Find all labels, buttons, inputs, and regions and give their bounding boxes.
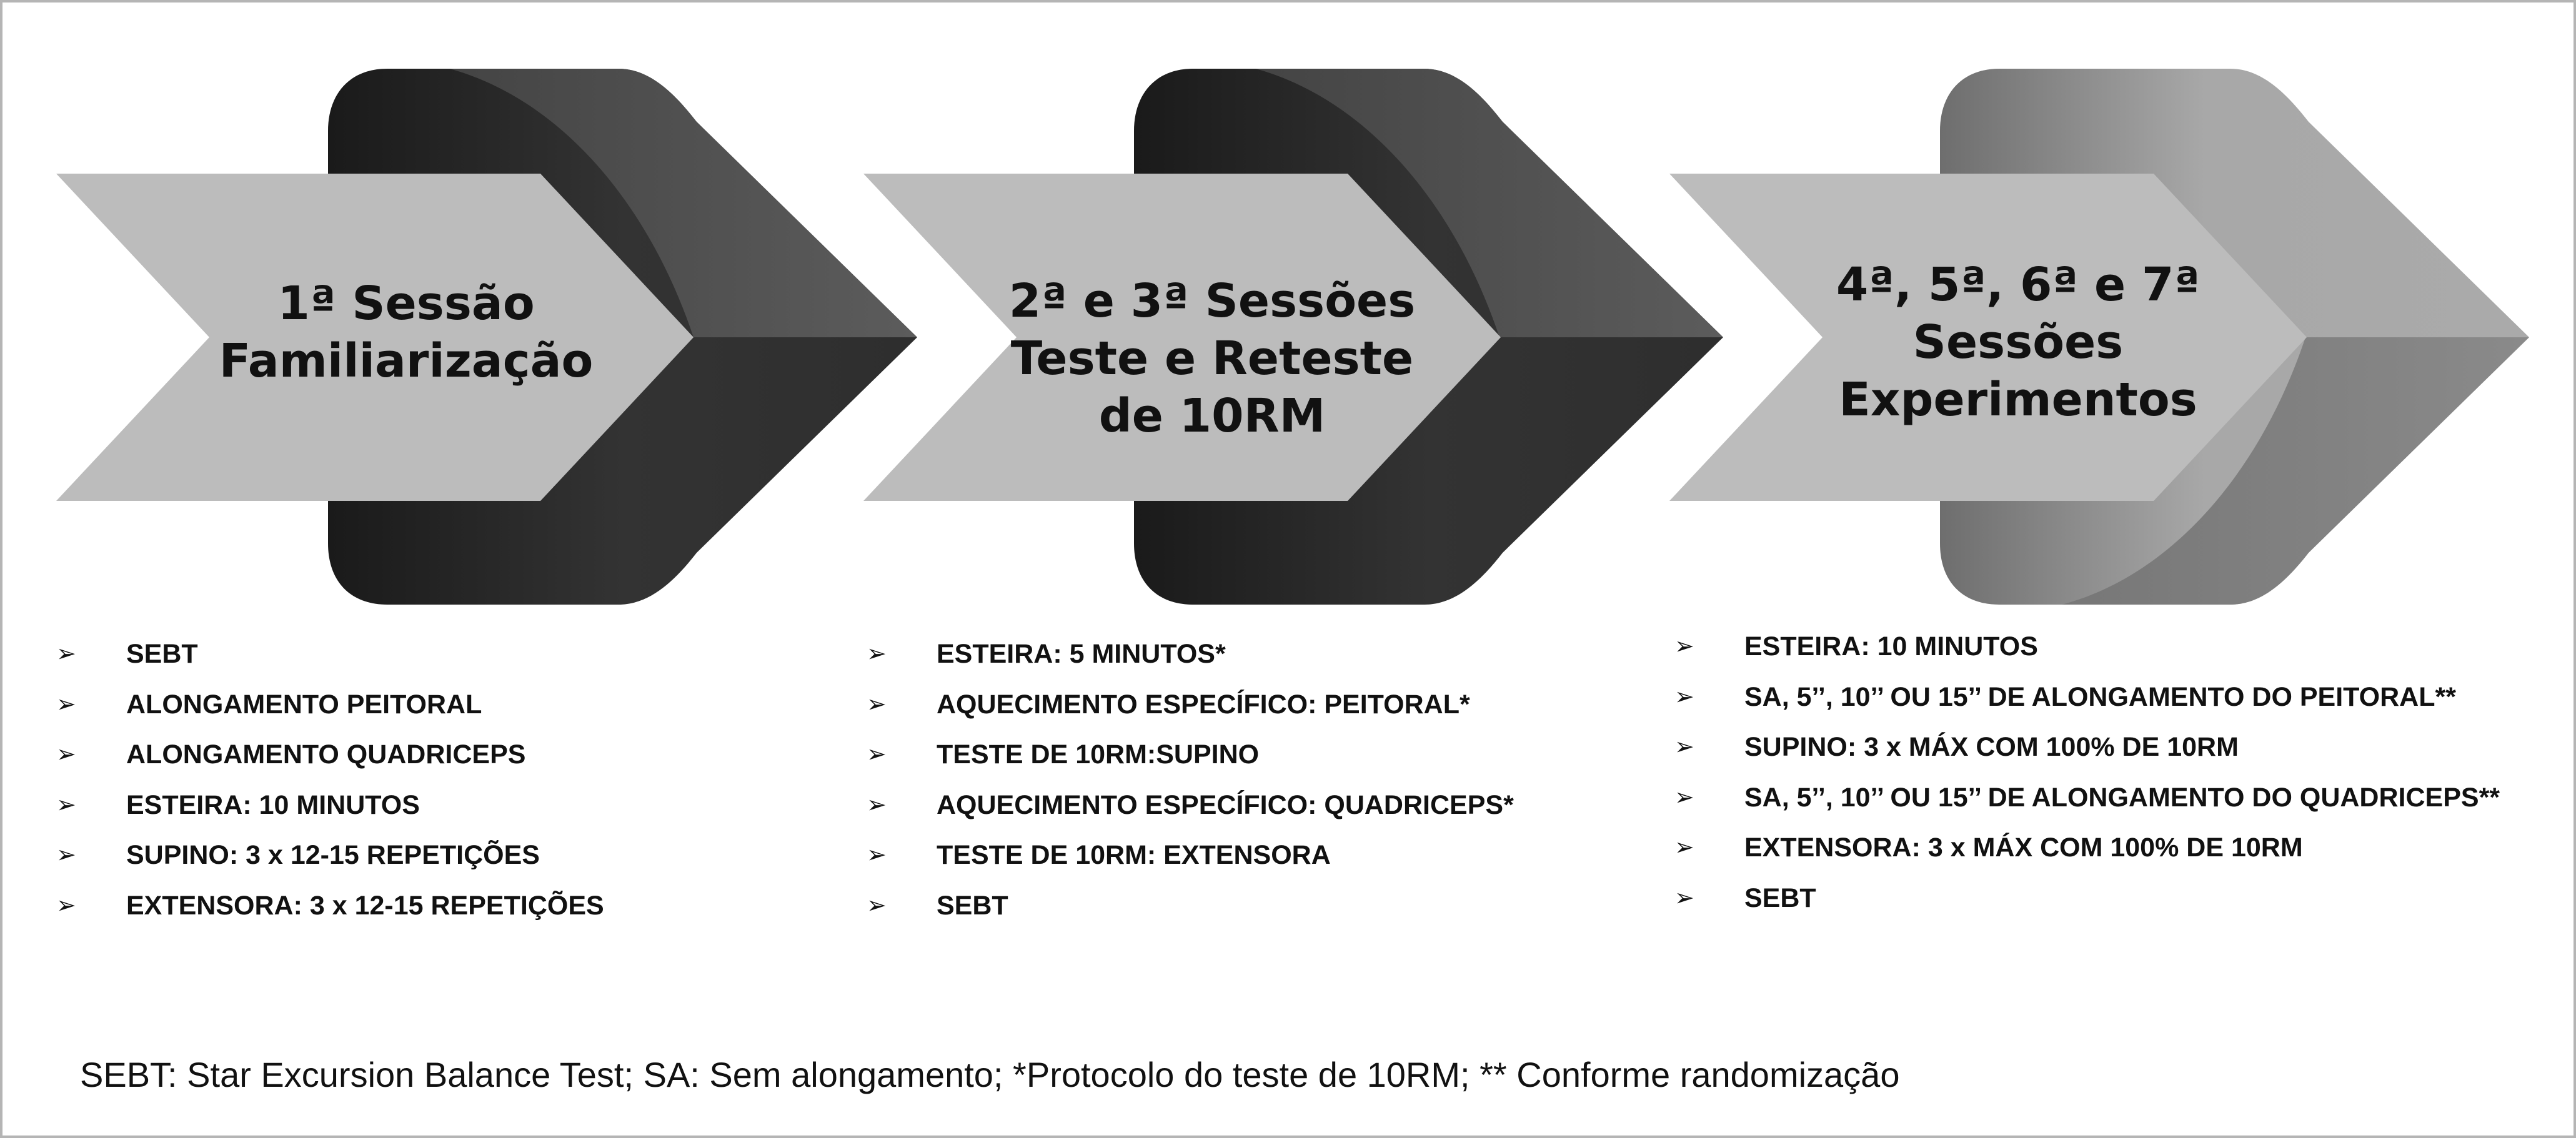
list-item-text: SUPINO: 3 x MÁX COM 100% DE 10RM xyxy=(1744,732,2239,762)
list-item-text: SA, 5’’, 10’’ OU 15’’ DE ALONGAMENTO DO QUADRICEPS** xyxy=(1744,782,2500,813)
list-item xyxy=(867,830,1514,881)
list-item-text: ALONGAMENTO PEITORAL xyxy=(126,689,482,720)
list-item-text: ESTEIRA: 5 MINUTOS* xyxy=(937,639,1226,669)
arrow-bullet-icon: ➢ xyxy=(867,791,887,818)
list-item xyxy=(56,680,604,730)
arrow-bullet-icon: ➢ xyxy=(867,641,887,667)
list-item-text: SA, 5’’, 10’’ OU 15’’ DE ALONGAMENTO DO PEITORAL** xyxy=(1744,681,2456,712)
list-item xyxy=(867,881,1514,931)
list-item xyxy=(1674,873,2500,924)
stage-1-title xyxy=(187,275,625,390)
arrow-bullet-icon: ➢ xyxy=(56,842,76,868)
list-item xyxy=(56,730,604,780)
list-item xyxy=(1674,722,2500,773)
list-item xyxy=(867,780,1514,831)
list-item-text: SEBT xyxy=(126,639,198,669)
list-item-text: SEBT xyxy=(1744,883,1816,913)
stage-1-title-line-2: Familiarização xyxy=(219,334,594,388)
arrow-bullet-icon: ➢ xyxy=(1674,784,1694,811)
list-item-text: AQUECIMENTO ESPECÍFICO: PEITORAL* xyxy=(937,689,1470,720)
arrow-bullet-icon: ➢ xyxy=(56,641,76,667)
list-item-text: ESTEIRA: 10 MINUTOS xyxy=(1744,631,2038,661)
arrow-bullet-icon: ➢ xyxy=(1674,834,1694,861)
arrow-bullet-icon: ➢ xyxy=(56,791,76,818)
arrow-bullet-icon: ➢ xyxy=(1674,683,1694,710)
stage-1-activity-list xyxy=(56,629,604,931)
arrow-bullet-icon: ➢ xyxy=(867,691,887,718)
list-item xyxy=(867,680,1514,730)
arrow-bullet-icon: ➢ xyxy=(867,842,887,868)
stage-3-title-line-3: Experimentos xyxy=(1839,373,2197,427)
list-item-text: TESTE DE 10RM: EXTENSORA xyxy=(937,840,1331,870)
list-item xyxy=(56,780,604,831)
list-item xyxy=(56,881,604,931)
stage-3-title-line-2: Sessões xyxy=(1912,315,2124,369)
list-item xyxy=(867,629,1514,680)
list-item-text: ESTEIRA: 10 MINUTOS xyxy=(126,789,420,820)
list-item xyxy=(56,629,604,680)
stage-3-title xyxy=(1799,256,2237,428)
arrow-bullet-icon: ➢ xyxy=(56,691,76,718)
list-item xyxy=(867,730,1514,780)
list-item-text: ALONGAMENTO QUADRICEPS xyxy=(126,740,526,769)
stage-1-title-line-1: 1ª Sessão xyxy=(277,277,535,330)
arrow-bullet-icon: ➢ xyxy=(1674,633,1694,660)
stage-2-title-line-2: Teste e Reteste xyxy=(1010,332,1414,385)
list-item-text: EXTENSORA: 3 x MÁX COM 100% DE 10RM xyxy=(1744,833,2303,863)
arrow-bullet-icon: ➢ xyxy=(867,741,887,768)
arrow-bullet-icon: ➢ xyxy=(867,892,887,919)
stage-3-activity-list xyxy=(1674,621,2500,923)
list-item-text: AQUECIMENTO ESPECÍFICO: QUADRICEPS* xyxy=(937,789,1514,820)
list-item-text: SEBT xyxy=(937,890,1008,921)
list-item xyxy=(1674,773,2500,823)
arrow-bullet-icon: ➢ xyxy=(56,892,76,919)
list-item-text: EXTENSORA: 3 x 12-15 REPETIÇÕES xyxy=(126,890,604,921)
arrow-bullet-icon: ➢ xyxy=(1674,884,1694,911)
stage-2-activity-list xyxy=(867,629,1514,931)
arrow-bullet-icon: ➢ xyxy=(56,741,76,768)
list-item-text: TESTE DE 10RM:SUPINO xyxy=(937,740,1260,769)
stage-2-title-line-1: 2ª e 3ª Sessões xyxy=(1008,274,1416,328)
list-item-text: SUPINO: 3 x 12-15 REPETIÇÕES xyxy=(126,840,540,870)
list-item xyxy=(56,830,604,881)
footnote: SEBT: Star Excursion Balance Test; SA: Sem alongamento; *Protocolo do teste de 10RM; ** Conforme randomização xyxy=(80,1055,1900,1094)
arrow-bullet-icon: ➢ xyxy=(1674,734,1694,760)
list-item xyxy=(1674,621,2500,672)
stage-2-title-line-3: de 10RM xyxy=(1098,389,1326,443)
stage-2-title xyxy=(993,272,1431,445)
list-item xyxy=(1674,823,2500,873)
list-item xyxy=(1674,672,2500,723)
stage-3-title-line-1: 4ª, 5ª, 6ª e 7ª xyxy=(1836,258,2201,312)
